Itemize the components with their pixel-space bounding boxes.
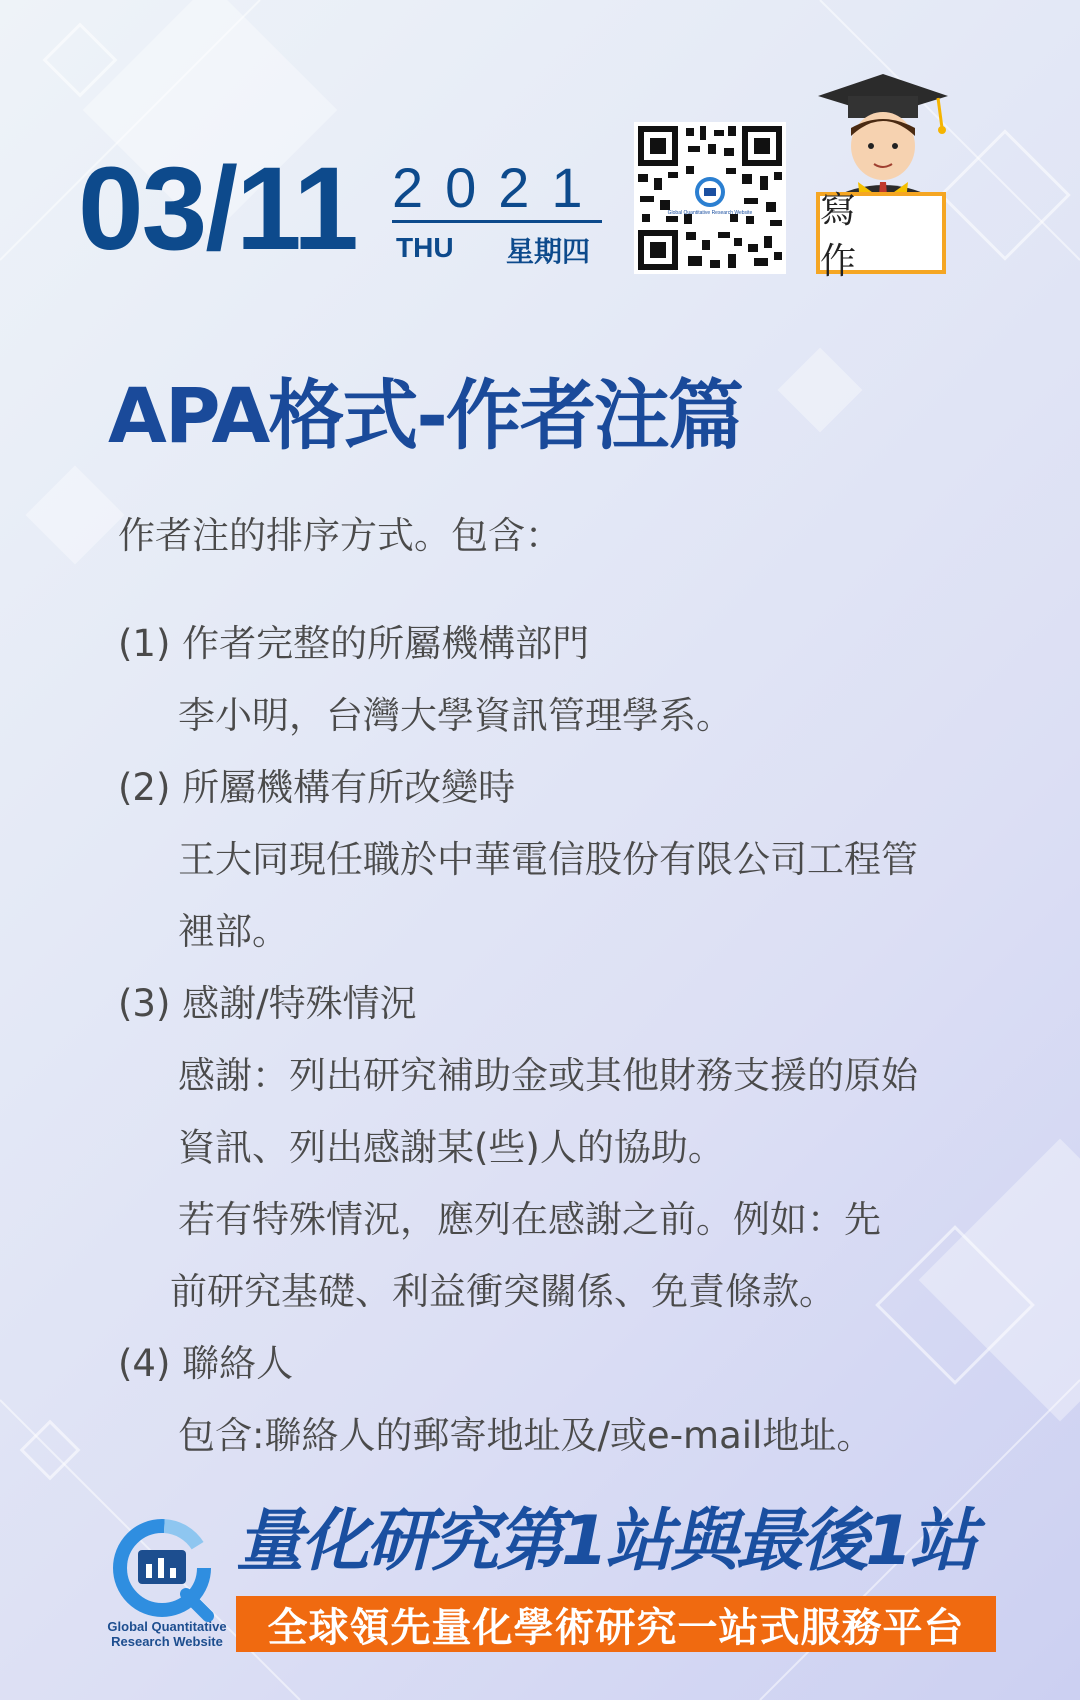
section-3-line-4: 前研究基礎、利益衝突關係、免責條款。	[170, 1270, 836, 1313]
weekday-en: THU	[396, 232, 454, 263]
page-title: APA格式-作者注篇	[108, 371, 742, 460]
service-banner: 全球領先量化學術研究一站式服務平台	[236, 1596, 996, 1652]
year: 2021	[392, 160, 602, 223]
qr-code-icon[interactable]	[634, 122, 786, 274]
section-3-line-3: 若有特殊情況，應列在感謝之前。例如：先	[178, 1198, 881, 1241]
writing-badge: 寫 作	[816, 192, 946, 274]
section-3-line-2: 資訊、列出感謝某(些)人的協助。	[178, 1126, 725, 1169]
section-1-heading: (1) 作者完整的所屬機構部門	[118, 622, 590, 665]
logo-text	[92, 1620, 242, 1650]
gqr-logo-icon	[100, 1512, 230, 1636]
section-3-line-1: 感謝：列出研究補助金或其他財務支援的原始	[178, 1054, 918, 1097]
section-4-line-1: 包含:聯絡人的郵寄地址及/或e-mail地址。	[178, 1414, 874, 1457]
intro-text: 作者注的排序方式。包含：	[118, 514, 562, 557]
date: 03/11	[78, 143, 357, 275]
section-2-heading: (2) 所屬機構有所改變時	[118, 766, 516, 809]
logo-text-line-1: Global Quantitative	[107, 1619, 227, 1634]
qr-caption: Global Quantitative Research Website	[667, 210, 753, 216]
section-3-heading: (3) 感謝/特殊情況	[118, 982, 417, 1025]
slogan: 量化研究第1站與最後1站	[236, 1502, 975, 1581]
section-2-line-1: 王大同現任職於中華電信股份有限公司工程管	[178, 838, 918, 881]
section-4-heading: (4) 聯絡人	[118, 1342, 294, 1385]
logo-text-line-2: Research Website	[111, 1633, 223, 1649]
section-2-line-2: 裡部。	[178, 910, 289, 953]
section-1-line-1: 李小明，台灣大學資訊管理學系。	[178, 694, 733, 737]
weekday-zh: 星期四	[506, 235, 591, 268]
